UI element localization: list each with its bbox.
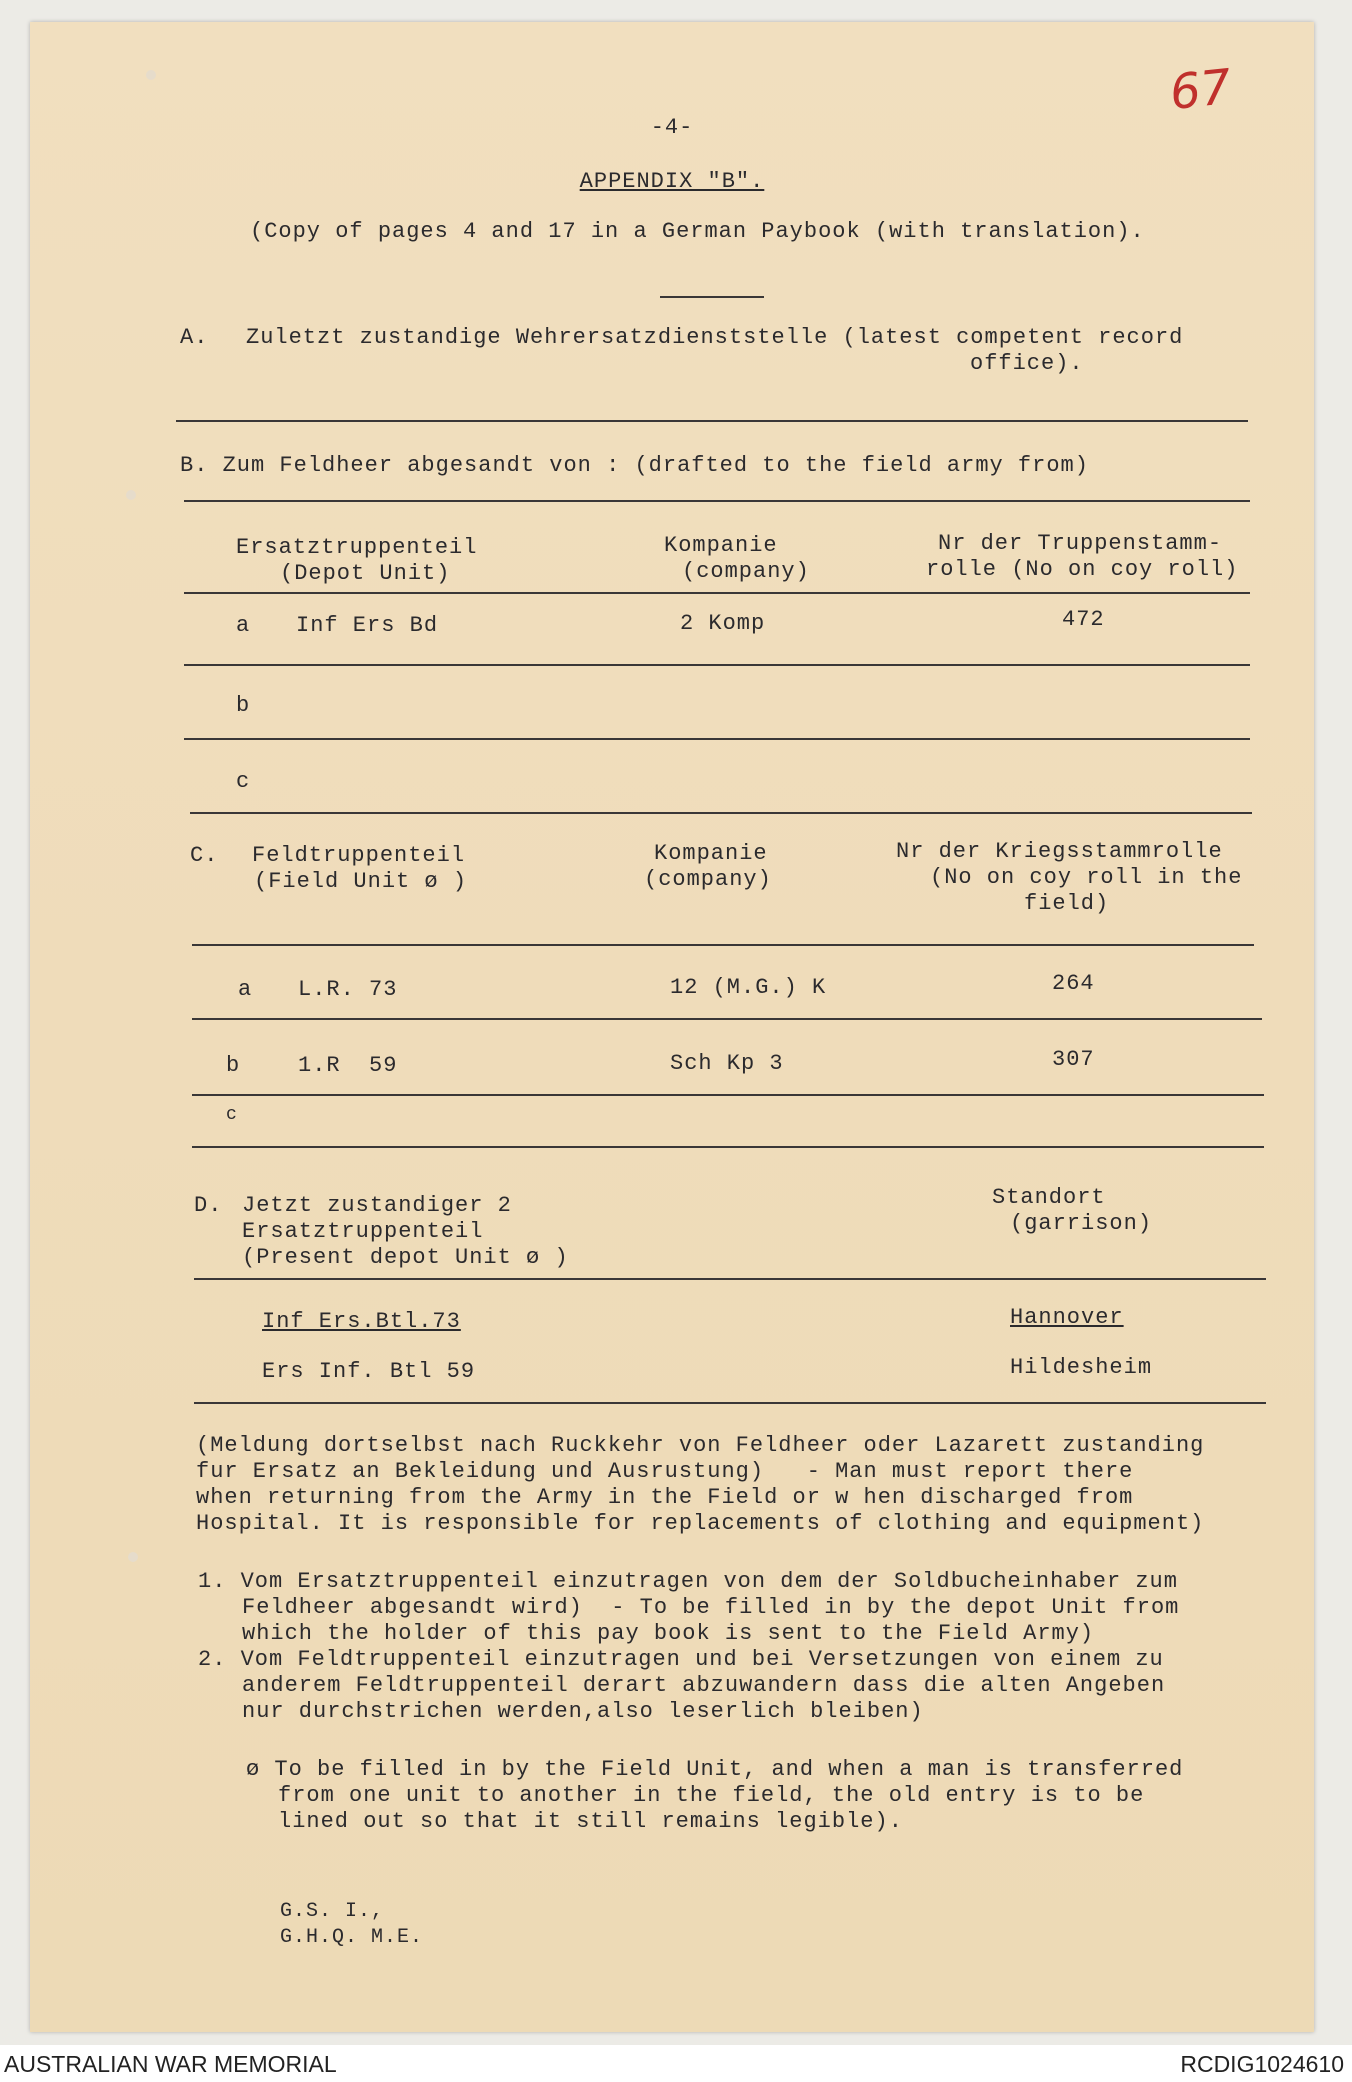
section-b-row-a-company: 2 Komp — [680, 611, 766, 636]
title-rule — [660, 296, 764, 298]
section-d-line2: Ersatztruppenteil — [242, 1219, 484, 1244]
section-b-col1-header: Ersatztruppenteil — [236, 535, 478, 560]
appendix-title: APPENDIX "B". — [579, 169, 765, 194]
section-b-row-b-letter: b — [236, 693, 251, 718]
section-d-col2-subheader: (garrison) — [1010, 1211, 1153, 1236]
punch-hole — [128, 1552, 138, 1562]
rule — [194, 1278, 1266, 1280]
rule — [190, 812, 1252, 814]
rule — [192, 1094, 1264, 1096]
rule — [192, 944, 1254, 946]
note-line-1: (Meldung dortselbst nach Ruckkehr von Feldheer oder Lazarett zustanding — [196, 1433, 1205, 1458]
section-b-row-c-letter: c — [236, 769, 251, 794]
section-a-line1: Zuletzt zustandige Wehrersatzdienststelle (latest competent record — [246, 325, 1184, 350]
section-b-col2-header: Kompanie — [664, 533, 778, 558]
section-b-col3-header: Nr der Truppenstamm- — [938, 531, 1223, 556]
section-c-row-c-letter: c — [226, 1105, 238, 1125]
footnote-2-line-2: anderem Feldtruppenteil derart abzuwandern dass die alten Angeben — [242, 1673, 1166, 1698]
section-c-col3-subheader-2: field) — [1024, 891, 1110, 916]
section-c-col2-header: Kompanie — [654, 841, 768, 866]
section-a-letter: A. — [180, 325, 209, 350]
rule — [184, 500, 1250, 502]
footnote-1-line-1: 1. Vom Ersatztruppenteil einzutragen von dem der Soldbucheinhaber zum — [198, 1569, 1178, 1594]
section-b-row-a-letter: a — [236, 613, 251, 638]
footnote-3-line-2: from one unit to another in the field, the old entry is to be — [278, 1783, 1145, 1808]
punch-hole — [126, 490, 136, 500]
section-c-row-b-unit: 1.R 59 — [298, 1053, 398, 1078]
section-c-col2-subheader: (company) — [644, 867, 772, 892]
section-b-col1-subheader: (Depot Unit) — [280, 561, 451, 586]
section-b-col3-subheader: rolle (No on coy roll) — [926, 557, 1239, 582]
section-c-row-a-number: 264 — [1052, 971, 1095, 996]
section-d-col2-header: Standort — [992, 1185, 1106, 1210]
section-c-col3-header: Nr der Kriegsstammrolle — [896, 839, 1223, 864]
rule — [192, 1018, 1262, 1020]
rule — [184, 738, 1250, 740]
section-c-row-a-unit: L.R. 73 — [298, 977, 398, 1002]
section-c-col1-header: Feldtruppenteil — [252, 843, 466, 868]
footnote-3-line-1: ø To be filled in by the Field Unit, and when a man is transferred — [246, 1757, 1184, 1782]
section-d-row-1-unit: Inf Ers.Btl.73 — [262, 1309, 461, 1334]
section-c-col3-subheader: (No on coy roll in the — [930, 865, 1243, 890]
section-d-line3: (Present depot Unit ø ) — [242, 1245, 569, 1270]
page-number: -4- — [650, 115, 694, 140]
section-c-row-a-letter: a — [238, 977, 253, 1002]
signature-line-2: G.H.Q. M.E. — [280, 1926, 424, 1949]
rule — [184, 664, 1250, 666]
section-c-row-b-letter: b — [226, 1053, 241, 1078]
section-b-col2-subheader: (company) — [682, 559, 810, 584]
footnote-3-line-3: lined out so that it still remains legible). — [278, 1809, 903, 1834]
section-d-letter: D. — [194, 1193, 223, 1218]
section-d-line1: Jetzt zustandiger 2 — [242, 1193, 512, 1218]
note-line-4: Hospital. It is responsible for replacements of clothing and equipment) — [196, 1511, 1205, 1536]
folio-number: 67 — [1167, 58, 1234, 122]
section-a-line2: office). — [970, 351, 1084, 376]
section-b-heading: B. Zum Feldheer abgesandt von : (drafted to the field army from) — [180, 453, 1089, 478]
section-c-row-a-company: 12 (M.G.) K — [670, 975, 827, 1000]
rule — [194, 1402, 1266, 1404]
section-b-row-a-unit: Inf Ers Bd — [296, 613, 439, 638]
signature-line-1: G.S. I., — [280, 1900, 385, 1923]
rule — [192, 1146, 1264, 1148]
section-c-letter: C. — [190, 843, 219, 868]
subtitle: (Copy of pages 4 and 17 in a German Paybook (with translation). — [250, 219, 1145, 244]
section-b-row-a-number: 472 — [1062, 607, 1105, 632]
section-d-row-1-garrison: Hannover — [1010, 1305, 1124, 1330]
section-c-row-b-number: 307 — [1052, 1047, 1095, 1072]
section-c-row-b-company: Sch Kp 3 — [670, 1051, 784, 1076]
rule — [184, 592, 1250, 594]
footnote-2-line-3: nur durchstrichen werden,also leserlich bleiben) — [242, 1699, 924, 1724]
section-c-col1-subheader: (Field Unit ø ) — [254, 869, 468, 894]
footnote-1-line-2: Feldheer abgesandt wird) - To be filled in by the depot Unit from — [242, 1595, 1180, 1620]
footnote-1-line-3: which the holder of this pay book is sent to the Field Army) — [242, 1621, 1095, 1646]
section-d-row-2-unit: Ers Inf. Btl 59 — [262, 1359, 476, 1384]
punch-hole — [146, 70, 156, 80]
footer-source: AUSTRALIAN WAR MEMORIAL — [4, 2051, 337, 2077]
document-page — [30, 22, 1314, 2032]
section-d-row-2-garrison: Hildesheim — [1010, 1355, 1153, 1380]
archive-footer — [0, 2045, 1352, 2082]
rule — [176, 420, 1248, 422]
note-line-2: fur Ersatz an Bekleidung und Ausrustung) - Man must report there — [196, 1459, 1134, 1484]
footnote-2-line-1: 2. Vom Feldtruppenteil einzutragen und bei Versetzungen von einem zu — [198, 1647, 1164, 1672]
note-line-3: when returning from the Army in the Field or w hen discharged from — [196, 1485, 1134, 1510]
footer-reference-id: RCDIG1024610 — [1180, 2051, 1344, 2077]
